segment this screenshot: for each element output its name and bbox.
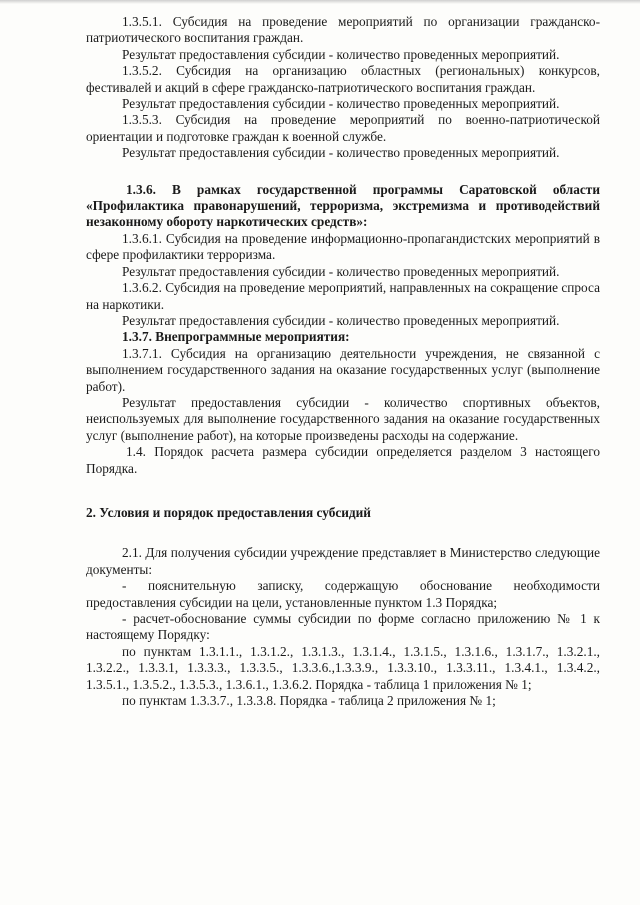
result-paragraph: Результат предоставления субсидии - количество проведенных мероприятий.	[122, 263, 560, 279]
section-2-heading: 2. Условия и порядок предоставления субсидий	[86, 504, 371, 520]
paragraph-1-3-6-1: 1.3.6.1. Субсидия на проведение информационно-пропагандистских мероприятий в сфере профилактики терроризма.	[86, 230, 600, 263]
result-paragraph: Результат предоставления субсидии - количество проведенных мероприятий.	[122, 145, 560, 161]
result-paragraph: Результат предоставления субсидии - количество проведенных мероприятий.	[122, 96, 560, 112]
section-1-3-6-heading: 1.3.6. В рамках государственной программы Саратовской области «Профилактика правонарушений, терроризма, экстремизма и противодействий незаконному обороту наркотических средств»:	[86, 181, 600, 230]
paragraph-1-4: 1.4. Порядок расчета размера субсидии определяется разделом 3 настоящего Порядка.	[86, 444, 600, 476]
result-paragraph: Результат предоставления субсидии - количество спортивных объектов, неиспользуемых для выполнение государственного задания на оказание государственных услуг (выполнение работ), на которые произведены расходы на содержание.	[86, 394, 600, 443]
list-item-explanatory-note: - пояснительную записку, содержащую обоснование необходимости предоставления субсидии на цели, установленные пунктом 1.3 Порядка;	[86, 578, 600, 610]
result-paragraph: Результат предоставления субсидии - количество проведенных мероприятий.	[122, 46, 560, 62]
paragraph-1-3-5-2: 1.3.5.2. Субсидия на организацию областных (региональных) конкурсов, фестивалей и акций в сфере гражданско-патриотического воспитания граждан.	[86, 63, 600, 95]
paragraph-1-3-5-3: 1.3.5.3. Субсидия на проведение мероприятий по военно-патриотической ориентации и подготовке граждан к военной службе.	[86, 112, 600, 144]
section-1-3-7-heading: 1.3.7. Внепрограммные мероприятия:	[122, 329, 350, 345]
paragraph-2-1: 2.1. Для получения субсидии учреждение представляет в Министерство следующие документы:	[86, 545, 600, 577]
table-1-reference: по пунктам 1.3.1.1., 1.3.1.2., 1.3.1.3., 1.3.1.4., 1.3.1.5., 1.3.1.6., 1.3.1.7., 1.3.2.1., 1.3.2.2., 1.3.3.1, 1.3.3.3., 1.3.3.5., 1.3.3.6.,1.3.3.9., 1.3.3.10., 1.3.3.11., 1.3.4.1., 1.3.4.2., 1.3.5.1., 1.3.5.2., 1.3.5.3., 1.3.6.1., 1.3.6.2. Порядка - таблица 1 приложения № 1;	[86, 643, 600, 692]
list-item-calculation: - расчет-обоснование суммы субсидии по форме согласно приложению № 1 к настоящему Порядку:	[86, 611, 600, 643]
result-paragraph: Результат предоставления субсидии - количество проведенных мероприятий.	[122, 312, 560, 328]
paragraph-1-3-6-2: 1.3.6.2. Субсидия на проведение мероприятий, направленных на сокращение спроса на наркотики.	[86, 280, 600, 312]
paragraph-1-3-5-1: 1.3.5.1. Субсидия на проведение мероприятий по организации гражданско-патриотического воспитания граждан.	[86, 14, 600, 46]
paragraph-1-3-7-1: 1.3.7.1. Субсидия на организацию деятельности учреждения, не связанной с выполнением государственного задания на оказание государственных услуг (выполнение работ).	[86, 345, 600, 394]
table-2-reference: по пунктам 1.3.3.7., 1.3.3.8. Порядка - таблица 2 приложения № 1;	[122, 693, 496, 709]
